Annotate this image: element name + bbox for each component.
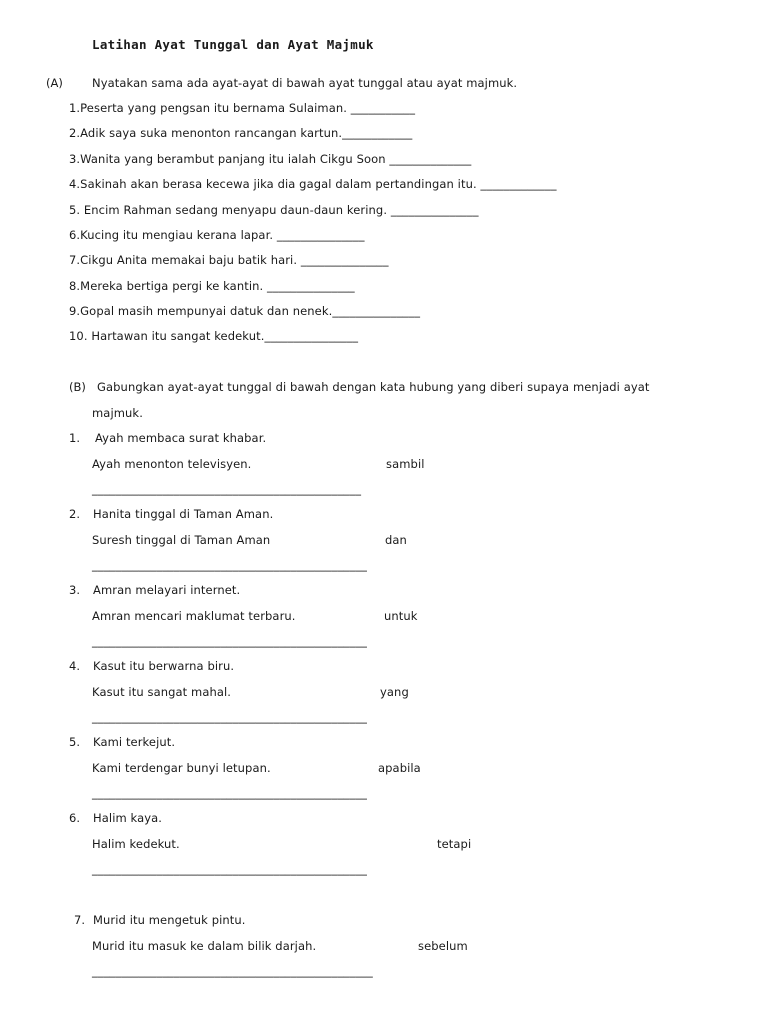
section-a-label: (A) [46,76,63,90]
section-a-item-6: 6.Kucing itu mengiau kerana lapar. _______________ [69,228,365,242]
b-item-number: 7. [74,913,86,927]
b-item-conjunction: tetapi [437,837,472,851]
b-item-number: 5. [69,735,81,749]
b-item-sentence-2: Murid itu masuk ke dalam bilik darjah. [92,939,317,953]
b-item-sentence-2: Suresh tinggal di Taman Aman [92,533,271,547]
section-b-instruction-line1: Gabungkan ayat-ayat tunggal di bawah dengan kata hubung yang diberi supaya menjadi ayat [97,380,650,394]
b-item-number: 2. [69,507,81,521]
section-a-item-1: 1.Peserta yang pengsan itu bernama Sulaiman. ___________ [69,101,416,115]
b-item-number: 6. [69,811,81,825]
b-item-answer-line: _______________________________________________ [92,786,367,800]
b-item-sentence-2: Amran mencari maklumat terbaru. [92,609,296,623]
b-item-answer-line: _______________________________________________ [92,862,367,876]
b-item-sentence-1: Ayah membaca surat khabar. [95,431,267,445]
section-a-item-8: 8.Mereka bertiga pergi ke kantin. _______________ [69,279,355,293]
b-item-sentence-1: Amran melayari internet. [93,583,241,597]
b-item-sentence-1: Hanita tinggal di Taman Aman. [93,507,274,521]
worksheet-title: Latihan Ayat Tunggal dan Ayat Majmuk [92,37,374,52]
section-a-item-2: 2.Adik saya suka menonton rancangan kartun.____________ [69,126,413,140]
b-item-sentence-2: Kami terdengar bunyi letupan. [92,761,271,775]
section-a-instruction: Nyatakan sama ada ayat-ayat di bawah ayat tunggal atau ayat majmuk. [92,76,518,90]
b-item-sentence-1: Kasut itu berwarna biru. [93,659,235,673]
section-a-item-3: 3.Wanita yang berambut panjang itu ialah Cikgu Soon ______________ [69,152,472,166]
b-item-answer-line: _______________________________________________ [92,634,367,648]
b-item-conjunction: yang [380,685,409,699]
section-a-item-5: 5. Encim Rahman sedang menyapu daun-daun kering. _______________ [69,203,479,217]
b-item-conjunction: apabila [378,761,421,775]
b-item-number: 4. [69,659,81,673]
section-b-label: (B) [69,380,86,394]
b-item-sentence-2: Ayah menonton televisyen. [92,457,252,471]
section-b-instruction-line2: majmuk. [92,406,143,420]
b-item-number: 3. [69,583,81,597]
b-item-conjunction: dan [385,533,407,547]
b-item-number: 1. [69,431,81,445]
b-item-answer-line: _______________________________________________ [92,710,367,724]
b-item-sentence-1: Halim kaya. [93,811,163,825]
b-item-answer-line: ________________________________________________ [92,964,373,978]
b-item-conjunction: sambil [386,457,425,471]
b-item-conjunction: sebelum [418,939,468,953]
b-item-answer-line: ______________________________________________ [92,482,362,496]
b-item-sentence-1: Murid itu mengetuk pintu. [93,913,246,927]
section-a-item-7: 7.Cikgu Anita memakai baju batik hari. _______________ [69,253,389,267]
section-a-item-10: 10. Hartawan itu sangat kedekut.________________ [69,329,359,343]
section-a-item-4: 4.Sakinah akan berasa kecewa jika dia gagal dalam pertandingan itu. _____________ [69,177,557,191]
b-item-sentence-2: Kasut itu sangat mahal. [92,685,232,699]
b-item-answer-line: _______________________________________________ [92,558,367,572]
b-item-sentence-1: Kami terkejut. [93,735,176,749]
section-a-item-9: 9.Gopal masih mempunyai datuk dan nenek._______________ [69,304,421,318]
b-item-conjunction: untuk [384,609,418,623]
b-item-sentence-2: Halim kedekut. [92,837,180,851]
